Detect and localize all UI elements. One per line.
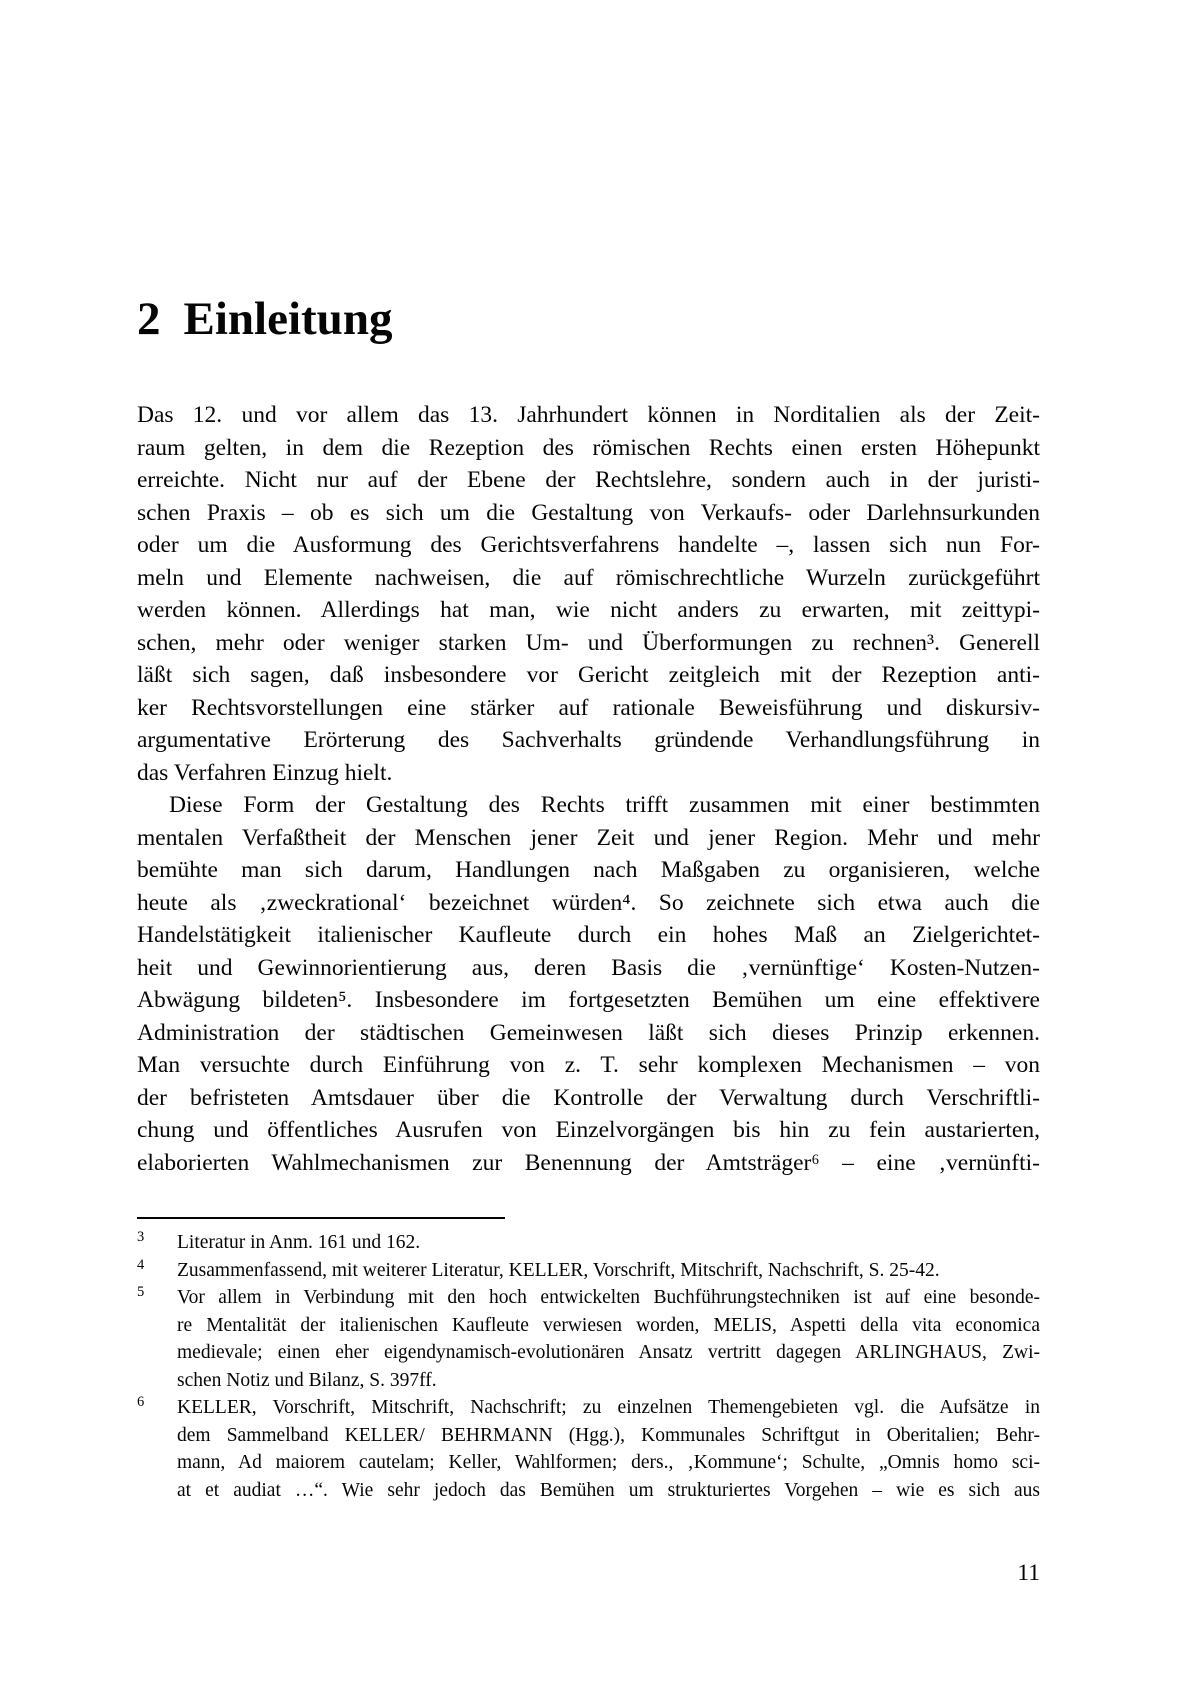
footnote-6	[137, 1394, 1040, 1504]
footnote-text	[177, 1284, 1040, 1394]
text-line: schen, mehr oder weniger starken Um- und Überformungen zu rechnen³. Generell	[137, 629, 1040, 656]
text-line: Vor allem in Verbindung mit den hoch entwickelten Buchführungstechniken ist auf eine besonde-	[177, 1287, 1040, 1308]
paragraph-2	[137, 789, 1040, 1179]
text-line: re Mentalität der italienischen Kaufleute verwiesen worden, MELIS, Aspetti della vita economica	[177, 1314, 1040, 1336]
text-line: mentalen Verfaßtheit der Menschen jener Zeit und jener Region. Mehr und mehr	[137, 824, 1040, 851]
chapter-title: Einleitung	[183, 293, 393, 345]
text-line: Man versuchte durch Einführung von z. T. sehr komplexen Mechanismen – von	[137, 1052, 1040, 1078]
text-line: Zusammenfassend, mit weiterer Literatur, KELLER, Vorschrift, Mitschrift, Nachschrift, S. 25-42.	[177, 1259, 940, 1281]
page-number: 11	[1017, 1560, 1040, 1586]
body-text	[137, 399, 1040, 1179]
text-line: ker Rechtsvorstellungen eine stärker auf rationale Beweisführung und diskursiv-	[137, 694, 1040, 721]
footnote-number: 4	[137, 1256, 145, 1273]
text-line: dem Sammelband KELLER/ BEHRMANN (Hgg.), Kommunales Schriftgut in Oberitalien; Behr-	[177, 1424, 1040, 1446]
text-line: heute als ‚zweckrational‘ bezeichnet würden⁴. So zeichnete sich etwa auch die	[137, 889, 1040, 916]
text-line: argumentative Erörterung des Sachverhalts gründende Verhandlungsführung in	[137, 727, 1040, 753]
footnotes-section	[137, 1229, 1040, 1504]
text-line: werden können. Allerdings hat man, wie nicht anders zu erwarten, mit zeittypi-	[137, 597, 1040, 623]
text-line: elaborierten Wahlmechanismen zur Benennung der Amtsträger⁶ – eine ‚vernünfti-	[137, 1149, 1040, 1176]
text-line: KELLER, Vorschrift, Mitschrift, Nachschrift; zu einzelnen Themengebieten vgl. die Aufsätze in	[177, 1397, 1040, 1418]
text-line: heit und Gewinnorientierung aus, deren Basis die ‚vernünftige‘ Kosten-Nutzen-	[137, 954, 1040, 981]
paragraph-1	[137, 399, 1040, 789]
text-line: raum gelten, in dem die Rezeption des römischen Rechts einen ersten Höhepunkt	[137, 434, 1040, 461]
text-line: schen Praxis – ob es sich um die Gestaltung von Verkaufs- oder Darlehnsurkunden	[137, 499, 1040, 526]
text-line: Diese Form der Gestaltung des Rechts trifft zusammen mit einer bestimmten	[169, 792, 1040, 818]
text-line: das Verfahren Einzug hielt.	[137, 759, 393, 786]
text-line: meln und Elemente nachweisen, die auf römischrechtliche Wurzeln zurückgeführt	[137, 564, 1040, 591]
footnote-text	[177, 1257, 1040, 1285]
text-line: at et audiat …“. Wie sehr jedoch das Bemühen um strukturiertes Vorgehen – wie es sich aus	[177, 1479, 1040, 1501]
text-line: schen Notiz und Bilanz, S. 397ff.	[177, 1369, 437, 1391]
footnote-text	[177, 1394, 1040, 1504]
text-line: Administration der städtischen Gemeinwesen läßt sich dieses Prinzip erkennen.	[137, 1019, 1040, 1046]
text-line: Handelstätigkeit italienischer Kaufleute durch ein hohes Maß an Zielgerichtet-	[137, 922, 1040, 948]
text-line: läßt sich sagen, daß insbesondere vor Gericht zeitgleich mit der Rezeption anti-	[137, 662, 1040, 688]
text-line: oder um die Ausformung des Gerichtsverfahrens handelte –, lassen sich nun For-	[137, 532, 1040, 558]
text-line: Abwägung bildeten⁵. Insbesondere im fortgesetzten Bemühen um eine effektivere	[137, 987, 1040, 1013]
footnote-3	[137, 1229, 1040, 1257]
footnote-number: 6	[137, 1394, 145, 1410]
footnote-number: 3	[137, 1229, 145, 1245]
text-line: erreichte. Nicht nur auf der Ebene der Rechtslehre, sondern auch in der juristi-	[137, 467, 1040, 493]
text-line: chung und öffentliches Ausrufen von Einzelvorgängen bis hin zu fein austarierten,	[137, 1117, 1040, 1143]
text-line: bemühte man sich darum, Handlungen nach Maßgaben zu organisieren, welche	[137, 857, 1040, 883]
text-line: der befristeten Amtsdauer über die Kontrolle der Verwaltung durch Verschriftli-	[137, 1084, 1040, 1111]
text-line: Das 12. und vor allem das 13. Jahrhundert können in Norditalien als der Zeit-	[137, 402, 1040, 428]
footnote-rule	[137, 1217, 505, 1219]
text-line: mann, Ad maiorem cautelam; Keller, Wahlformen; ders., ‚Kommune‘; Schulte, „Omnis homo sci-	[177, 1452, 1040, 1473]
text-line: medievale; einen eher eigendynamisch-evolutionären Ansatz vertritt dagegen ARLINGHAUS, Zwi-	[177, 1342, 1040, 1363]
chapter-number: 2	[137, 293, 161, 345]
footnote-text	[177, 1229, 1040, 1257]
chapter-heading	[137, 294, 392, 346]
text-line: Literatur in Anm. 161 und 162.	[177, 1232, 421, 1253]
footnote-5	[137, 1284, 1040, 1394]
footnote-number: 5	[137, 1284, 145, 1300]
footnote-4	[137, 1257, 1040, 1285]
